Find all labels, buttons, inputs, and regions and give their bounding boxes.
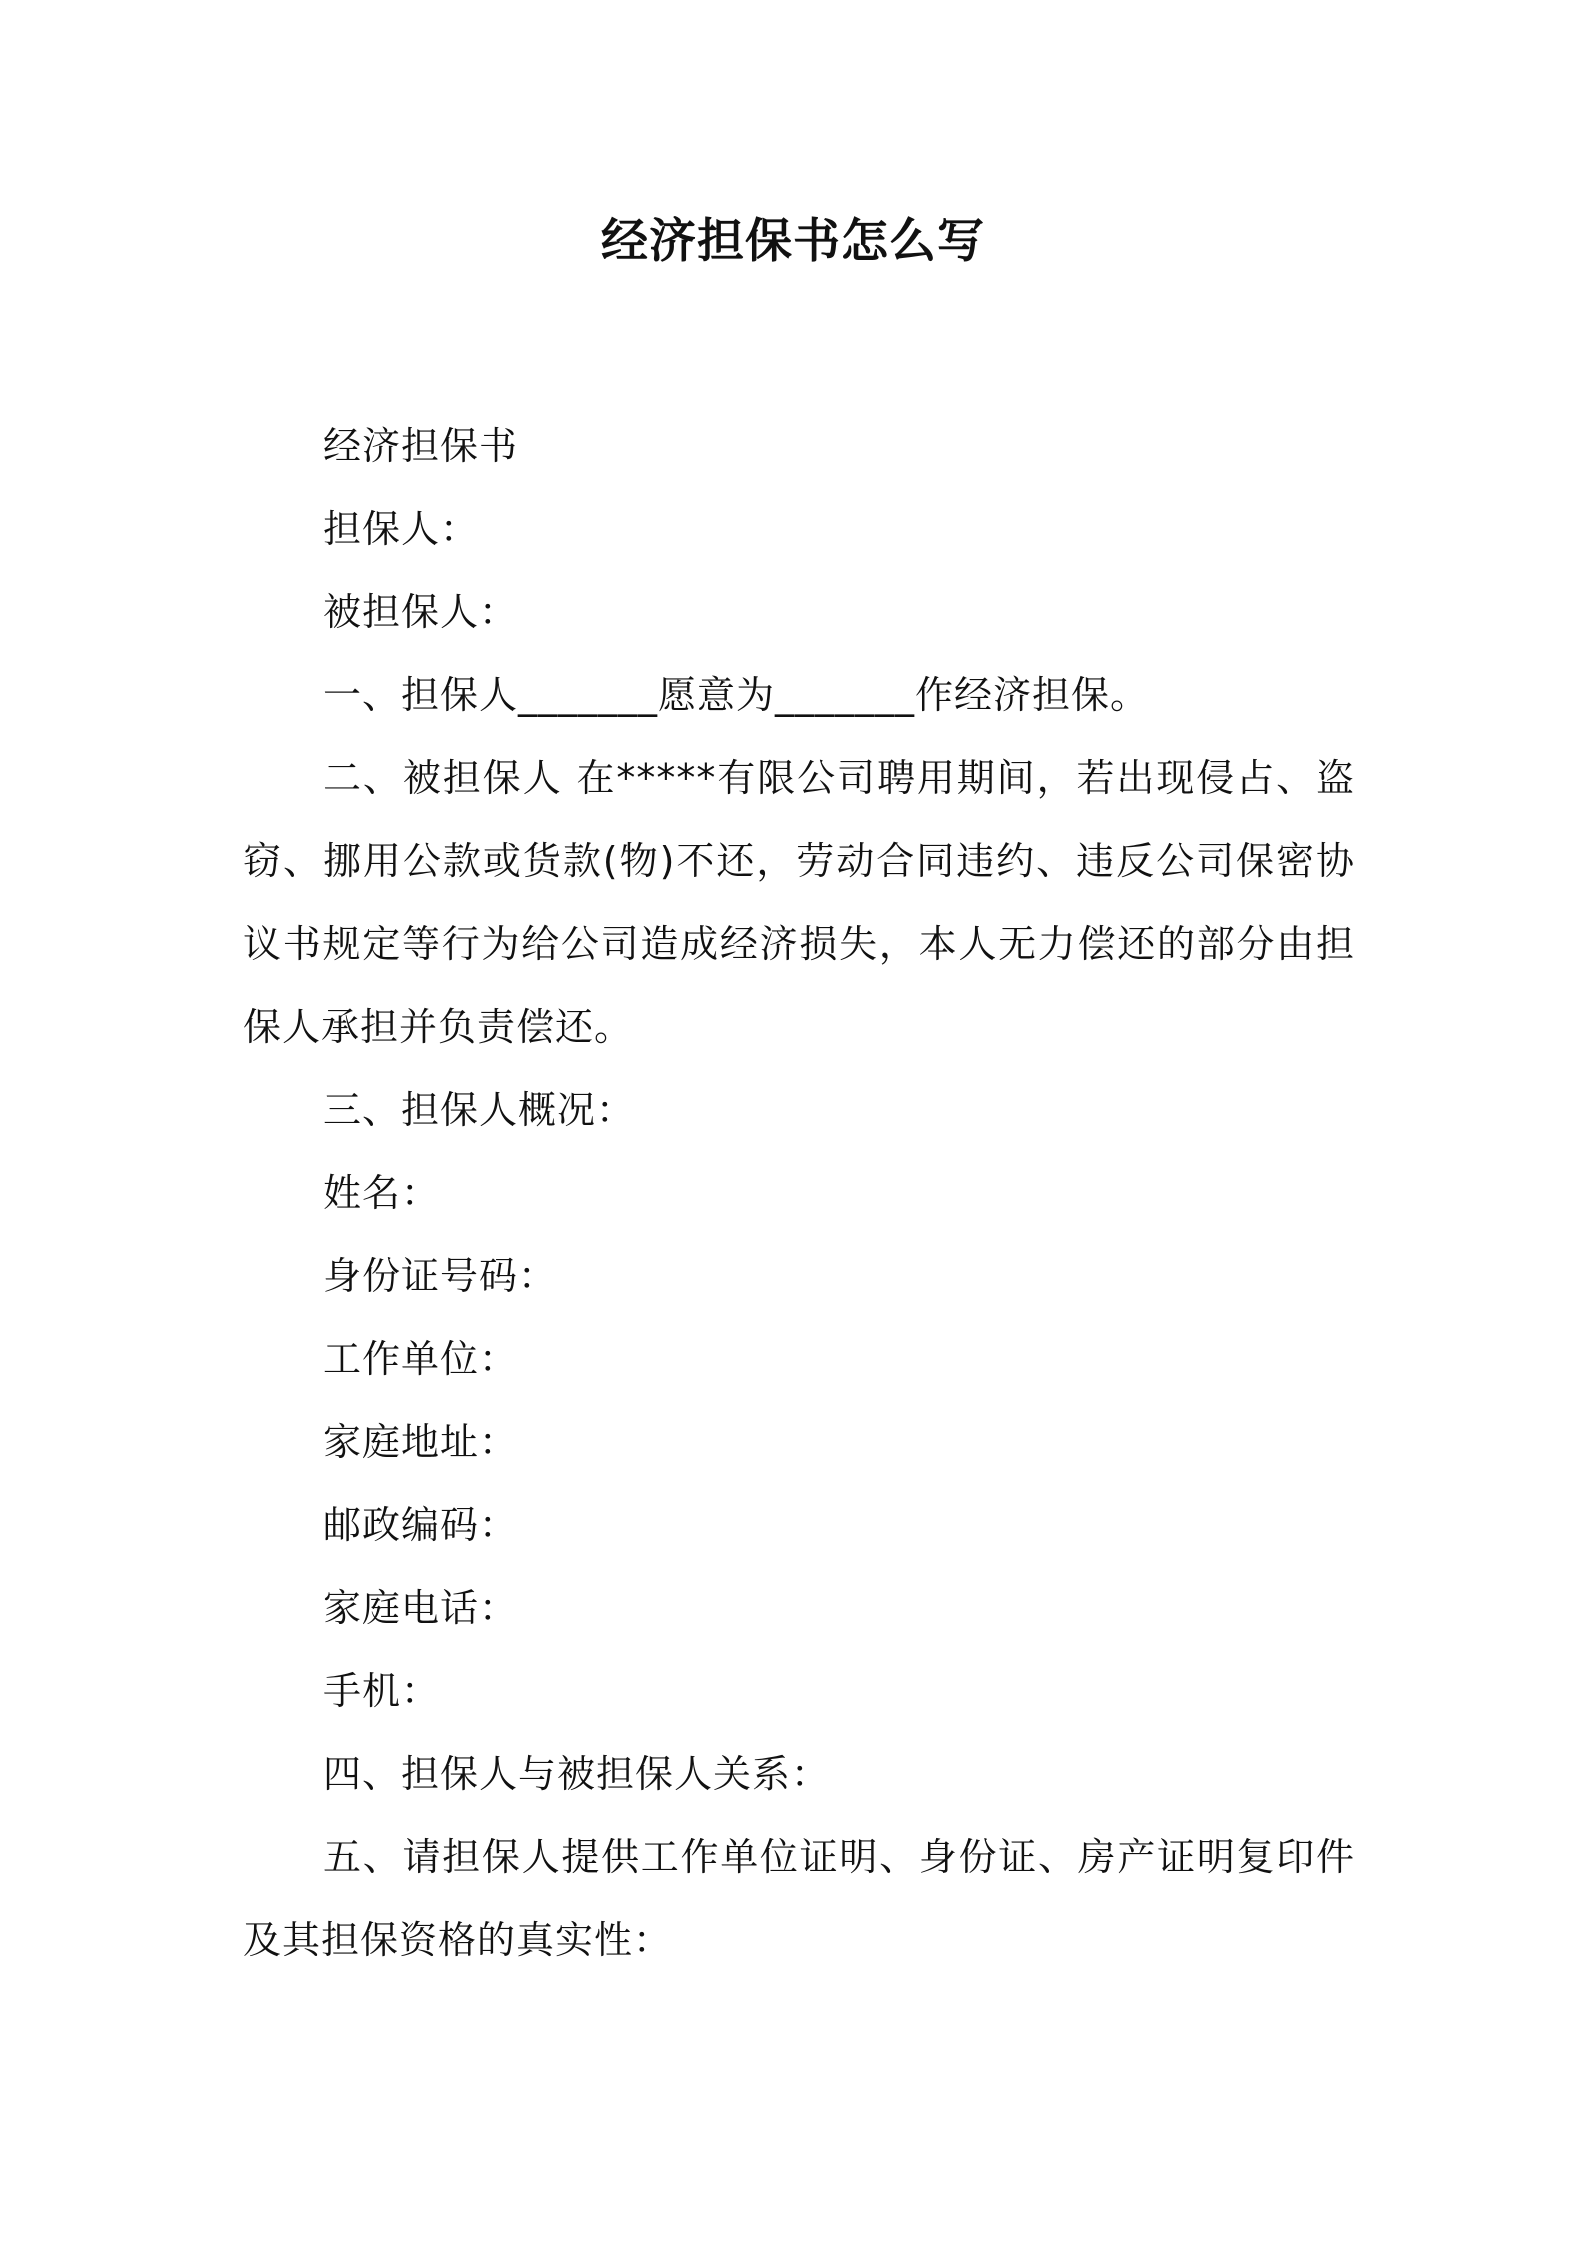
paragraph-clause-5: 五、请担保人提供工作单位证明、身份证、房产证明复印件及其担保资格的真实性：	[243, 1835, 1355, 1962]
field-employer: 工作单位：	[323, 1337, 519, 1381]
field-home-address: 家庭地址：	[323, 1420, 519, 1464]
field-postal-code: 邮政编码：	[323, 1503, 519, 1547]
paragraph-heading: 经济担保书	[323, 424, 519, 468]
paragraph-clause-1: 一、担保人_______愿意为_______作经济担保。	[323, 673, 1150, 717]
paragraph-clause-3: 三、担保人概况：	[323, 1088, 636, 1132]
paragraph-guaranteed-party: 被担保人：	[323, 590, 519, 634]
field-home-phone: 家庭电话：	[323, 1586, 519, 1630]
paragraph-clause-4: 四、担保人与被担保人关系：	[323, 1752, 831, 1796]
field-id-number: 身份证号码：	[323, 1254, 558, 1298]
paragraph-clause-2: 二、被担保人 在*****有限公司聘用期间，若出现侵占、盗窃、挪用公款或货款(物)不还，劳动合同违约、违反公司保密协议书规定等行为给公司造成经济损失，本人无力偿还的部分由担保人承担并负责偿还。	[243, 756, 1355, 1049]
field-name: 姓名：	[323, 1171, 441, 1215]
page-title: 经济担保书怎么写	[601, 214, 985, 269]
paragraph-guarantor: 担保人：	[323, 507, 480, 551]
field-mobile: 手机：	[323, 1669, 441, 1713]
document-body	[243, 405, 1355, 1982]
